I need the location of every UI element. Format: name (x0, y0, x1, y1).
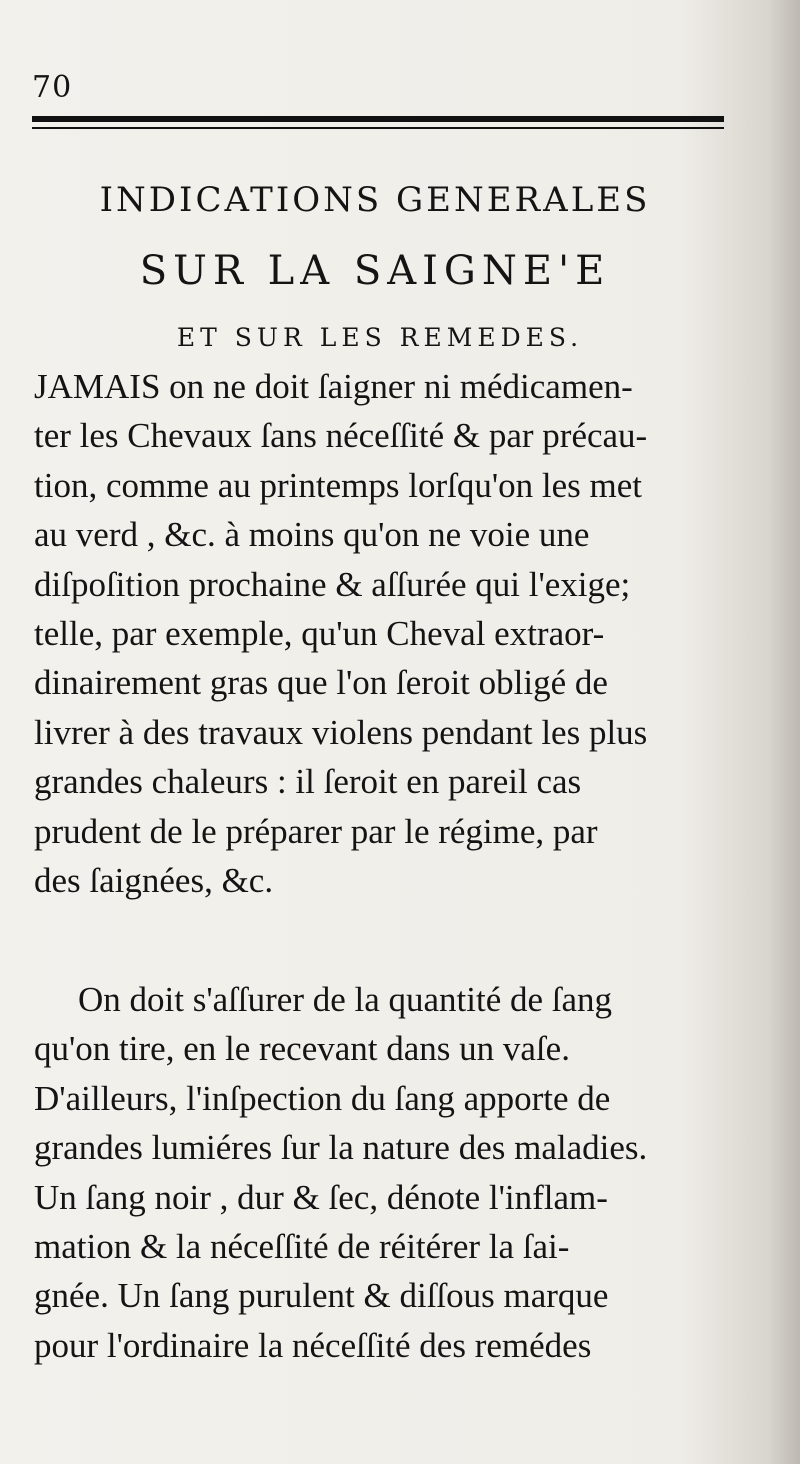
text-line: pour l'ordinaire la néceſſité des remédes (34, 1325, 592, 1365)
paragraph-2 (34, 975, 734, 1370)
header-rule-thick (32, 116, 724, 122)
text-line: tion, comme au printemps lorſqu'on les met (34, 465, 643, 505)
text-line: au verd , &c. à moins qu'on ne voie une (34, 515, 590, 555)
text-line: On doit s'aſſurer de la quantité de ſang (78, 980, 613, 1019)
text-line: grandes chaleurs : il ſeroit en pareil cas (34, 762, 582, 802)
text-line: des ſaignées, &c. (34, 860, 274, 900)
header-rule-thin (32, 127, 724, 129)
page-number: 70 (32, 70, 73, 105)
text-line: diſpoſition prochaine & aſſurée qui l'exige; (34, 564, 631, 604)
chapter-title-line-3: ET SUR LES REMEDES. (176, 323, 584, 352)
text-line: ter les Chevaux ſans néceſſité & par précau- (34, 416, 648, 456)
text-line: dinairement gras que l'on ſeroit obligé de (34, 663, 608, 703)
text-line: gnée. Un ſang purulent & diſſous marque (34, 1276, 609, 1316)
text-line: D'ailleurs, l'inſpection du ſang apporte de (34, 1078, 611, 1118)
text-line: qu'on tire, en le recevant dans un vaſe. (34, 1029, 570, 1069)
text-line: livrer à des travaux violens pendant les plus (34, 712, 648, 752)
paragraph-1 (34, 362, 734, 905)
text-line: JAMAIS on ne doit ſaigner ni médicamen- (34, 367, 633, 406)
text-line: mation & la néceſſité de réitérer la ſai- (34, 1226, 570, 1266)
chapter-title-line-1: INDICATIONS GENERALES (99, 180, 651, 220)
text-line: Un ſang noir , dur & ſec, dénote l'inflam- (34, 1177, 608, 1217)
page-header (32, 70, 732, 110)
text-line: grandes lumiéres ſur la nature des maladies. (34, 1128, 648, 1168)
text-line: prudent de le préparer par le régime, par (34, 811, 598, 851)
chapter-title-line-2: SUR LA SAIGNE'E (139, 248, 611, 294)
text-line: telle, par exemple, qu'un Cheval extraor- (34, 613, 605, 653)
